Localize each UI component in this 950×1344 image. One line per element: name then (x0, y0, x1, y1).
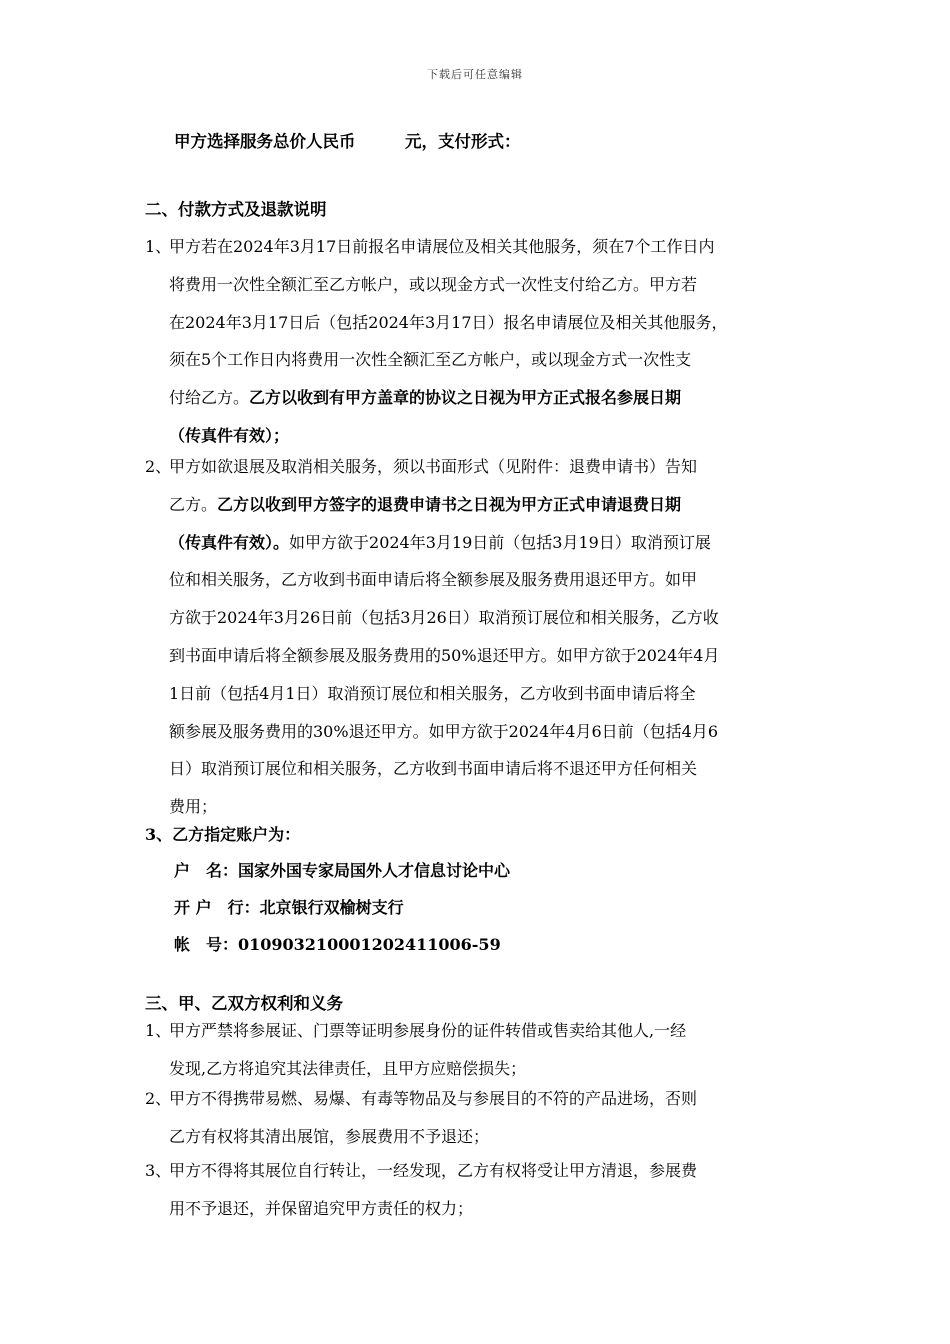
text-line: 乙方有权将其清出展馆，参展费用不予退还； (169, 1126, 490, 1146)
text-line: 位和相关服务，乙方收到书面申请后将全额参展及服务费用退还甲方。如甲 (169, 570, 698, 590)
section-3-item-3 (145, 1152, 813, 1228)
item-number: 3、 (145, 1161, 172, 1180)
text-span: 如甲方欲于2024年3月19日前（包括3月19日）取消预订展 (289, 532, 711, 552)
section-2-item-1 (145, 228, 813, 455)
text-line: 甲方如欲退展及取消相关服务，须以书面形式（见附件：退费申请书）告知 (169, 457, 698, 476)
text-line: 额参展及服务费用的30%退还甲方。如甲方欲于2024年4月6日前（包括4月6 (169, 721, 719, 741)
header-note: 下载后可任意编辑 (427, 68, 523, 81)
price-line: 甲方选择服务总价人民币 元，支付形式： (174, 132, 521, 151)
text-line: 方欲于2024年3月26日前（包括3月26日）取消预订展位和相关服务，乙方收 (169, 608, 719, 628)
section-3-item-1 (145, 1012, 813, 1088)
text-line: 甲方不得将其展位自行转让，一经发现，乙方有权将受让甲方清退，参展费 (169, 1161, 698, 1180)
bold-clause: 乙方以收到甲方签字的退费申请书之日视为甲方正式申请退费日期 (217, 494, 682, 514)
text-line: 在2024年3月17日后（包括2024年3月17日）报名申请展位及相关其他服务， (169, 312, 728, 332)
text-line: 甲方若在2024年3月17日前报名申请展位及相关其他服务，须在7个工作日内 (169, 237, 715, 256)
section-3-item-2 (145, 1080, 813, 1156)
text-line: 须在5个工作日内将费用一次性全额汇至乙方帐户，或以现金方式一次性支 (169, 350, 692, 370)
item-number: 1、 (145, 1021, 172, 1040)
section-2-item-2 (145, 448, 813, 826)
account-bank: 开 户 行：北京银行双榆树支行 (174, 898, 404, 917)
text-line: 到书面申请后将全额参展及服务费用的50%退还甲方。如甲方欲于2024年4月 (169, 645, 720, 665)
section-2-title: 二、付款方式及退款说明 (145, 200, 327, 219)
text-line: 日）取消预订展位和相关服务，乙方收到书面申请后将不退还甲方任何相关 (169, 759, 698, 779)
text-line: 发现,乙方将追究其法律责任，且甲方应赔偿损失； (169, 1058, 527, 1078)
text-line: 甲方不得携带易燃、易爆、有毒等物品及与参展目的不符的产品进场，否则 (169, 1089, 698, 1108)
bold-clause: （传真件有效）。 (169, 532, 290, 552)
text-line: 费用； (169, 797, 218, 817)
item-number: 1、 (145, 237, 172, 256)
text-span: 乙方。 (169, 494, 218, 514)
text-line: 甲方严禁将参展证、门票等证明参展身份的证件转借或售卖给其他人,一经 (169, 1021, 687, 1040)
bold-clause: 乙方以收到有甲方盖章的协议之日视为甲方正式报名参展日期 (249, 388, 682, 408)
account-number: 帐 号：01090321000120241100​6-59 (174, 935, 501, 954)
item-number: 2、 (145, 1089, 172, 1108)
text-line: 1日前（包括4月1日）取消预订展位和相关服务，乙方收到书面申请后将全 (169, 683, 696, 703)
text-line: 用不予退还，并保留追究甲方责任的权力； (169, 1198, 474, 1218)
text-span: 付给乙方。 (169, 388, 250, 408)
text-line (169, 379, 813, 417)
section-3-title: 三、甲、乙双方权利和义务 (145, 994, 343, 1013)
text-line: 将费用一次性全额汇至乙方帐户，或以现金方式一次性支付给乙方。甲方若 (169, 274, 698, 294)
text-line: （传真件有效）； (169, 425, 290, 445)
text-line (169, 524, 813, 562)
item-number: 2、 (145, 457, 172, 476)
account-title: 3、乙方指定账户为： (145, 825, 301, 844)
account-name: 户 名：国家外国专家局国外人才信息讨论中心 (174, 861, 511, 880)
text-line (169, 486, 813, 524)
